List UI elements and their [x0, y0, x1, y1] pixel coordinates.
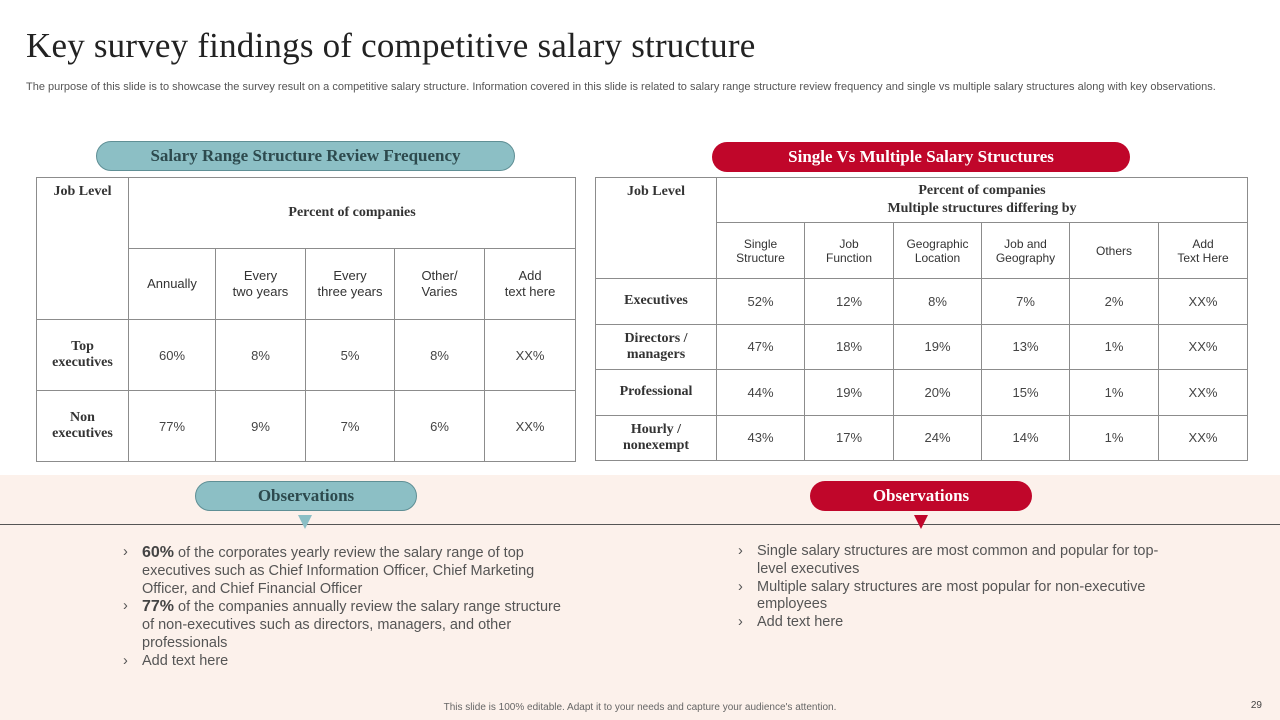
- list-item-text: Single salary structures are most common and popular for top-level executives: [757, 543, 1159, 577]
- table-cell: 60%: [129, 320, 216, 391]
- left-column-header: Every three years: [306, 249, 395, 320]
- table-cell: XX%: [1159, 370, 1248, 416]
- chevron-right-icon: ›: [738, 614, 743, 631]
- table-cell: 2%: [1070, 279, 1159, 325]
- list-item: [738, 579, 1168, 615]
- table-cell: 1%: [1070, 415, 1159, 461]
- table-cell: 19%: [894, 324, 982, 370]
- left-column-header: Every two years: [216, 249, 306, 320]
- observations-right-list: [738, 543, 1168, 632]
- table-cell: 18%: [805, 324, 894, 370]
- table-cell: XX%: [1159, 279, 1248, 325]
- row-label: Top executives: [37, 320, 129, 391]
- observations-divider: [0, 524, 1280, 525]
- table-row: [596, 279, 1248, 325]
- table-cell: 15%: [982, 370, 1070, 416]
- table-cell: 8%: [216, 320, 306, 391]
- table-cell: 8%: [894, 279, 982, 325]
- table-cell: 1%: [1070, 370, 1159, 416]
- chevron-right-icon: ›: [123, 652, 128, 669]
- table-cell: 43%: [717, 415, 805, 461]
- table-row: [596, 324, 1248, 370]
- salary-structures-table: [595, 177, 1248, 461]
- right-column-header: Others: [1070, 223, 1159, 279]
- review-frequency-table: [36, 177, 576, 462]
- table-row: [37, 391, 576, 462]
- page-number: 29: [1250, 700, 1262, 711]
- chevron-right-icon: ›: [738, 543, 743, 559]
- salary-structures-heading: [712, 142, 1130, 172]
- table-cell: 24%: [894, 415, 982, 461]
- table-cell: 47%: [717, 324, 805, 370]
- table-cell: 7%: [306, 391, 395, 462]
- footer-note: This slide is 100% editable. Adapt it to your needs and capture your audience's attention.: [443, 702, 837, 713]
- observations-left-heading-text: Observations: [257, 486, 355, 505]
- list-item-text: Add text here: [142, 652, 229, 669]
- table-cell: 5%: [306, 320, 395, 391]
- slide-subtitle: The purpose of this slide is to showcase the survey result on a competitive salary structure. Information covered in this slide is related to salary range structure review frequency and single vs multiple salary structures along with key observations.: [26, 81, 1216, 93]
- table-cell: XX%: [1159, 415, 1248, 461]
- observations-right-heading-text: Observations: [872, 486, 970, 505]
- row-label: Hourly / nonexempt: [596, 415, 717, 461]
- table-cell: 13%: [982, 324, 1070, 370]
- list-item-text: Multiple salary structures are most popular for non-executive employees: [757, 578, 1146, 613]
- right-percent-header-line1: Percent of companies: [918, 183, 1046, 198]
- left-job-level-header: Job Level: [37, 178, 129, 320]
- observations-right-heading: [810, 481, 1032, 511]
- table-cell: 6%: [395, 391, 485, 462]
- right-column-header: Single Structure: [717, 223, 805, 279]
- review-frequency-heading: [96, 141, 515, 171]
- left-column-header: Add text here: [485, 249, 576, 320]
- review-frequency-heading-text: Salary Range Structure Review Frequency: [150, 146, 461, 165]
- salary-structures-heading-text: Single Vs Multiple Salary Structures: [788, 147, 1054, 166]
- list-item-text: of the companies annually review the salary range structure of non-executives such as directors, managers, and other professionals: [142, 599, 561, 651]
- highlight-percent: 60%: [142, 544, 175, 561]
- row-label: Executives: [596, 279, 717, 325]
- table-cell: 17%: [805, 415, 894, 461]
- table-cell: 8%: [395, 320, 485, 391]
- table-cell: XX%: [1159, 324, 1248, 370]
- table-row: [37, 320, 576, 391]
- table-cell: 7%: [982, 279, 1070, 325]
- observations-left-list: [123, 544, 573, 671]
- right-percent-header: [717, 178, 1248, 223]
- left-column-header: Other/ Varies: [395, 249, 485, 320]
- table-cell: 20%: [894, 370, 982, 416]
- table-row: [596, 415, 1248, 461]
- list-item: [123, 598, 573, 652]
- row-label: Non executives: [37, 391, 129, 462]
- table-cell: 19%: [805, 370, 894, 416]
- table-cell: 52%: [717, 279, 805, 325]
- table-cell: 9%: [216, 391, 306, 462]
- left-percent-header: Percent of companies: [129, 178, 576, 249]
- right-column-header: Geographic Location: [894, 223, 982, 279]
- right-column-header: Job and Geography: [982, 223, 1070, 279]
- observations-right-pointer: [914, 515, 928, 529]
- row-label: Directors / managers: [596, 324, 717, 370]
- right-column-header: Add Text Here: [1159, 223, 1248, 279]
- chevron-right-icon: ›: [738, 578, 743, 595]
- table-row: [596, 370, 1248, 416]
- slide-title: Key survey findings of competitive salary structure: [26, 26, 756, 65]
- left-column-header: Annually: [129, 249, 216, 320]
- list-item-text: of the corporates yearly review the salary range of top executives such as Chief Information Officer, Chief Marketing Officer, and Chief Financial Officer: [142, 545, 535, 597]
- observations-left-pointer: [298, 515, 312, 529]
- table-cell: 1%: [1070, 324, 1159, 370]
- table-cell: 12%: [805, 279, 894, 325]
- right-column-header: Job Function: [805, 223, 894, 279]
- list-item: [738, 543, 1168, 579]
- row-label: Professional: [596, 370, 717, 416]
- list-item: [738, 614, 1168, 632]
- table-cell: 14%: [982, 415, 1070, 461]
- highlight-percent: 77%: [142, 598, 175, 616]
- list-item: [123, 544, 573, 598]
- chevron-right-icon: ›: [123, 598, 128, 615]
- chevron-right-icon: ›: [123, 544, 128, 560]
- list-item: [123, 653, 573, 671]
- table-cell: XX%: [485, 320, 576, 391]
- table-cell: 44%: [717, 370, 805, 416]
- table-cell: XX%: [485, 391, 576, 462]
- right-percent-header-line2: Multiple structures differing by: [887, 201, 1077, 216]
- table-cell: 77%: [129, 391, 216, 462]
- observations-left-heading: [195, 481, 417, 511]
- right-job-level-header: Job Level: [596, 178, 717, 279]
- list-item-text: Add text here: [757, 614, 844, 631]
